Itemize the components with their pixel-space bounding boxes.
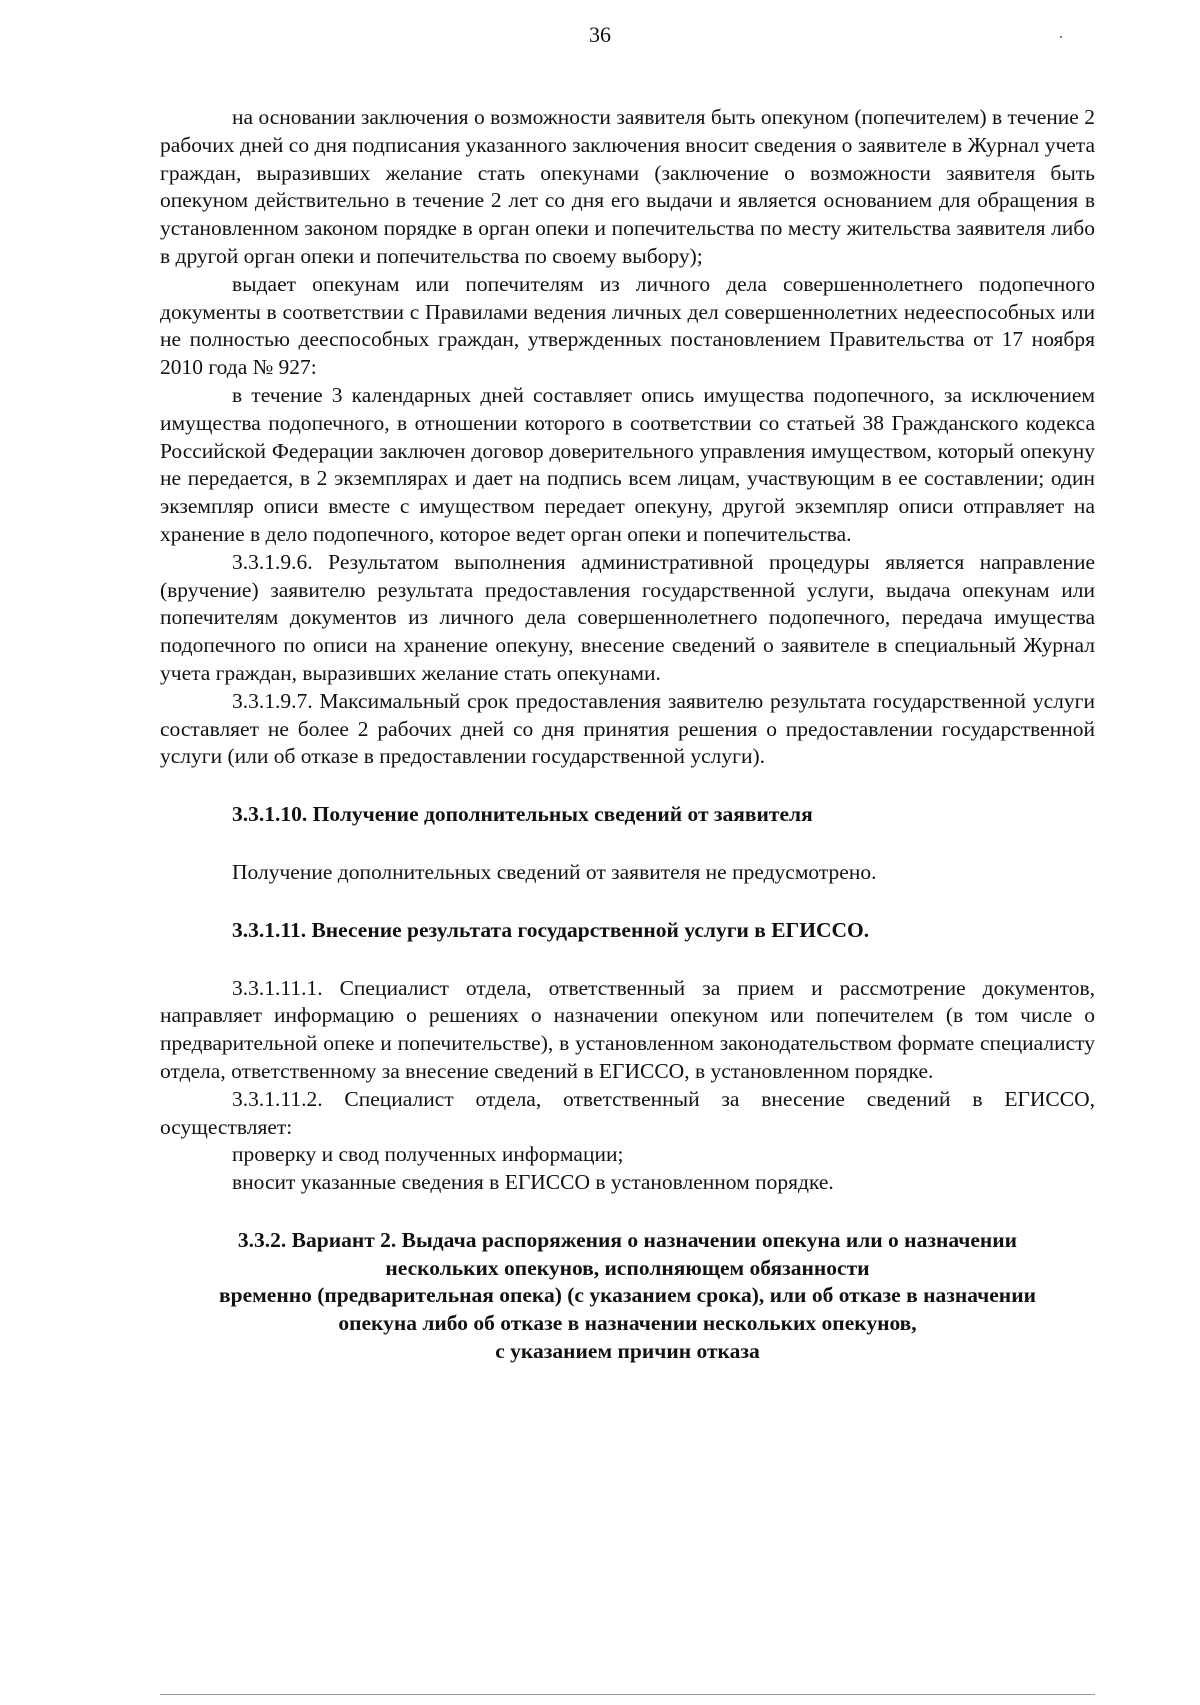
spacer	[160, 887, 1095, 917]
heading-3-3-2-line: опекуна либо об отказе в назначении нескольких опекунов,	[338, 1311, 917, 1336]
paragraph-3-3-1-9-7: 3.3.1.9.7. Максимальный срок предоставления заявителю результата государственной услуги составляет не более 2 рабочих дней со дня принятия решения о предоставлении государственной услуги (или об отказе в предоставлении государственной услуги).	[160, 688, 1095, 769]
heading-3-3-2-line: 3.3.2. Вариант 2. Выдача распоряжения о назначении опекуна или о назначении	[237, 1227, 1018, 1252]
paragraph-issue-documents: выдает опекунам или попечителям из личного дела совершеннолетнего подопечного документы в соответствии с Правилами ведения личных дел совершеннолетних недееспособных или не полностью дееспособных граждан, утвержденных постановлением Правительства от 17 ноября 2010 года № 927:	[160, 271, 1095, 380]
paragraph-3-3-1-10-text: Получение дополнительных сведений от заявителя не предусмотрено.	[232, 859, 877, 884]
page-number: 36	[589, 22, 611, 47]
paragraph-3-3-1-11-1: 3.3.1.11.1. Специалист отдела, ответственный за прием и рассмотрение документов, направляет информацию о решениях о назначении опекуном или попечителем (в том числе о предварительной опеке и попечительстве), в установленном законодательством формате специалисту отдела, ответственному за внесение сведений в ЕГИССО, в установленном порядке.	[160, 975, 1095, 1083]
heading-3-3-1-10: 3.3.1.10. Получение дополнительных сведений от заявителя	[232, 802, 813, 827]
paragraph-3-3-1-11-2: 3.3.1.11.2. Специалист отдела, ответственный за внесение сведений в ЕГИССО, осуществляет:	[160, 1086, 1095, 1139]
paragraph-conclusion-record: на основании заключения о возможности заявителя быть опекуном (попечителем) в течение 2 рабочих дней со дня подписания указанного заключения вносит сведения о заявителе в Журнал учета граждан, выразивших желание стать опекунами (заключение о возможности заявителя быть опекуном действительно в течение 2 лет со дня его выдачи и является основанием для обращения в установленном законом порядке в орган опеки и попечительства по месту жительства заявителя либо в другой орган опеки и попечительства по своему выбору);	[160, 105, 1095, 268]
spacer	[160, 1197, 1095, 1227]
list-item-enter: вносит указанные сведения в ЕГИССО в установленном порядке.	[232, 1170, 834, 1195]
spacer	[160, 945, 1095, 975]
spacer	[160, 771, 1095, 801]
spacer	[160, 829, 1095, 859]
scan-artifact-dot	[1060, 36, 1062, 38]
paragraph-property-inventory: в течение 3 календарных дней составляет опись имущества подопечного, за исключением имущества подопечного, в отношении которого в соответствии со статьей 38 Гражданского кодекса Российской Федерации заключен договор доверительного управления имуществом, который опекуну не передается, в 2 экземплярах и дает на подпись всем лицам, участвующим в ее составлении; один экземпляр описи вместе с имуществом передает опекуну, другой экземпляр описи отправляет на хранение в дело подопечного, которое ведет орган опеки и попечительства.	[160, 382, 1095, 546]
scan-bottom-edge	[160, 1694, 1095, 1695]
list-item-check: проверку и свод полученных информации;	[232, 1142, 624, 1167]
page-content	[160, 104, 1095, 1366]
paragraph-3-3-1-9-6: 3.3.1.9.6. Результатом выполнения административной процедуры является направление (вручение) заявителю результата предоставления государственной услуги, выдача опекунам или попечителям документов из личного дела совершеннолетнего подопечного, передача имущества подопечного по описи на хранение опекуну, внесение сведений о заявителе в специальный Журнал учета граждан, выразивших желание стать опекунами.	[160, 549, 1095, 685]
heading-3-3-2-line: с указанием причин отказа	[495, 1339, 760, 1364]
heading-3-3-2-line: нескольких опекунов, исполняющем обязанности	[385, 1255, 870, 1280]
heading-3-3-2-block	[160, 1227, 1095, 1366]
heading-3-3-2-line: временно (предварительная опека) (с указанием срока), или об отказе в назначении	[219, 1283, 1036, 1308]
heading-3-3-1-11: 3.3.1.11. Внесение результата государственной услуги в ЕГИССО.	[232, 917, 870, 942]
